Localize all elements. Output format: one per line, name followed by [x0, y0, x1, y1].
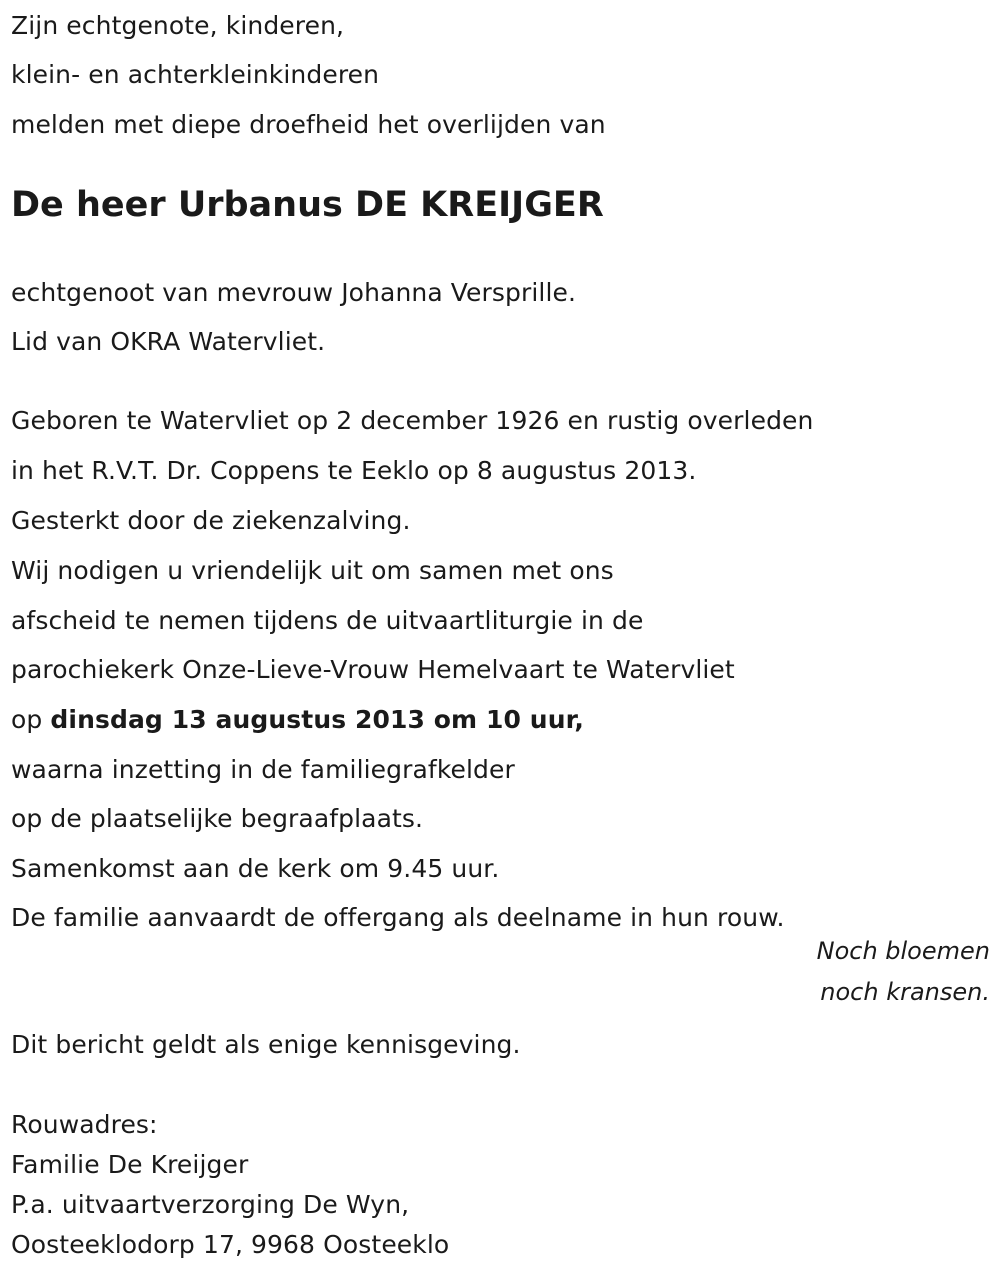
detail-farewell: afscheid te nemen tijdens de uitvaartliturgie in de [11, 606, 644, 635]
intro-line-2: klein- en achterkleinkinderen [11, 60, 380, 89]
intro-line-3: melden met diepe droefheid het overlijden van [11, 110, 606, 139]
detail-birth-death: Geboren te Watervliet op 2 december 1926 en rustig overleden [11, 406, 814, 435]
detail-place-of-death: in het R.V.T. Dr. Coppens te Eeklo op 8 augustus 2013. [11, 456, 697, 485]
deceased-name-heading: De heer Urbanus DE KREIJGER [11, 185, 604, 225]
intro-line-1: Zijn echtgenote, kinderen, [11, 11, 345, 40]
detail-cemetery: op de plaatselijke begraafplaats. [11, 804, 424, 833]
address-label: Rouwadres: [11, 1110, 158, 1139]
address-funeral-home: P.a. uitvaartverzorging De Wyn, [11, 1190, 410, 1219]
relation-membership: Lid van OKRA Watervliet. [11, 327, 326, 356]
address-street: Oosteeklodorp 17, 9968 Oosteeklo [11, 1230, 450, 1259]
detail-invitation: Wij nodigen u vriendelijk uit om samen met ons [11, 556, 614, 585]
flowers-note-line-2: noch kransen. [820, 978, 990, 1006]
detail-gathering: Samenkomst aan de kerk om 9.45 uur. [11, 854, 500, 883]
detail-sacrament: Gesterkt door de ziekenzalving. [11, 506, 411, 535]
detail-funeral-date [11, 705, 584, 735]
funeral-date-bold: dinsdag 13 augustus 2013 om 10 uur, [50, 705, 584, 734]
address-family: Familie De Kreijger [11, 1150, 249, 1179]
detail-church: parochiekerk Onze-Lieve-Vrouw Hemelvaart te Watervliet [11, 655, 735, 684]
funeral-date-prefix: op [11, 705, 43, 734]
notice-line: Dit bericht geldt als enige kennisgeving. [11, 1030, 521, 1059]
relation-spouse: echtgenoot van mevrouw Johanna Versprille. [11, 278, 577, 307]
detail-burial: waarna inzetting in de familiegrafkelder [11, 755, 515, 784]
detail-offering: De familie aanvaardt de offergang als deelname in hun rouw. [11, 903, 785, 932]
flowers-note-line-1: Noch bloemen [816, 937, 990, 965]
